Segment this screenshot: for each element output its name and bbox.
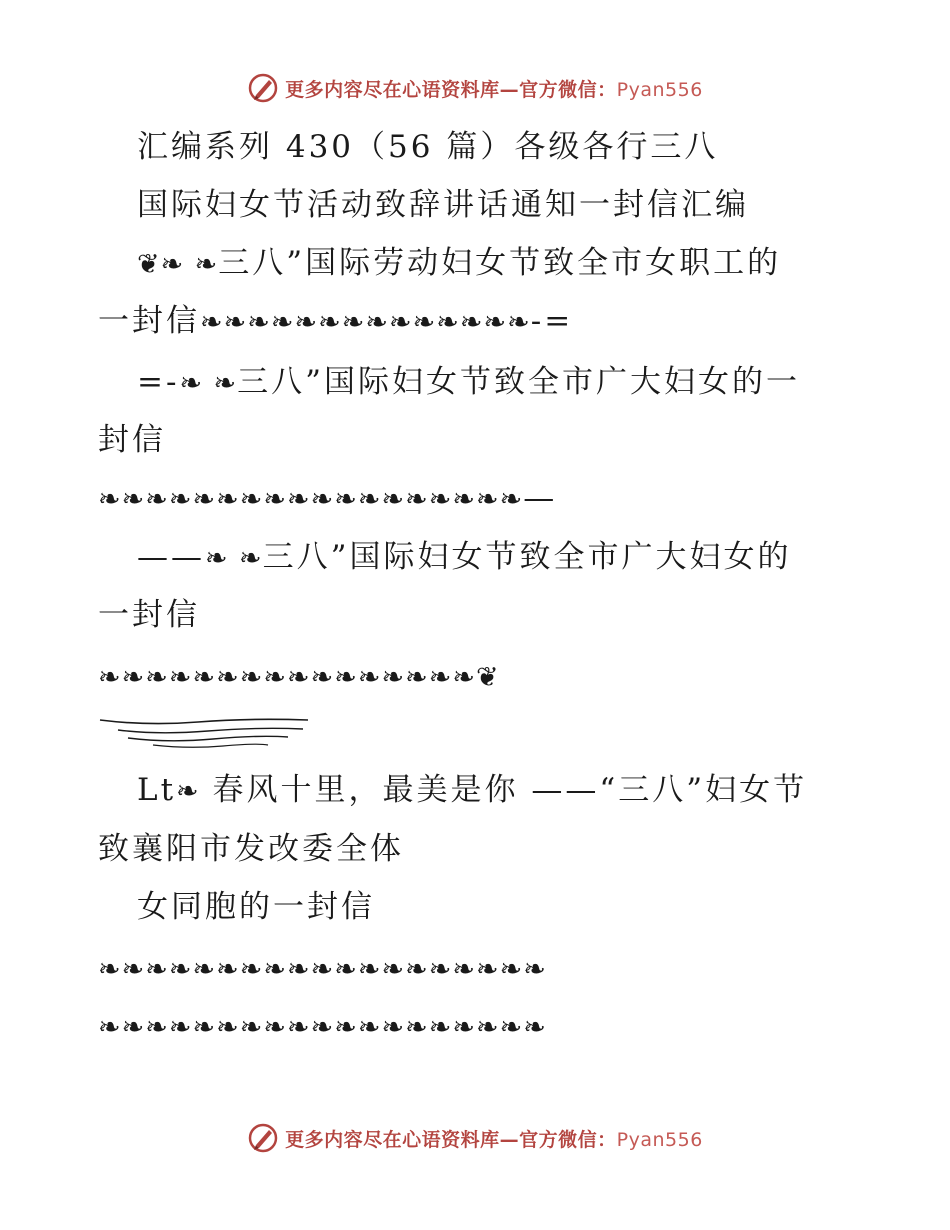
text-line-9: 一封信 xyxy=(98,597,200,633)
ornament-row-icon: ❧❧❧❧❧❧❧❧❧❧❧❧❧❧❧❧❧❧ xyxy=(98,484,524,515)
wave-divider-icon xyxy=(98,712,310,752)
ornament-row-icon: ❧❧❧❧❧❧❧❧❧❧❧❧❧❧❧❧❧❧❧ xyxy=(98,1012,547,1043)
ornament-icon: ❧ xyxy=(176,776,200,807)
text-line-1: 汇编系列 430（56 篇）各级各行三八 xyxy=(137,129,719,165)
watermark-text: 更多内容尽在心语资料库—官方微信：Pyan556 xyxy=(285,78,703,101)
watermark-banner-bottom xyxy=(0,1118,950,1158)
text-line-2: 国际妇女节活动致辞讲话通知一封信汇编 xyxy=(137,187,749,223)
text-line-12: 致襄阳市发改委全体 xyxy=(98,831,404,867)
text-line-6: 封信 xyxy=(98,422,166,458)
ornament-row-icon: ❧❧❧❧❧❧❧❧❧❧❧❧❧❧ xyxy=(200,307,531,338)
text-line-10 xyxy=(98,656,500,698)
text-line-5: =-❧ ❧三八”国际妇女节致全市广大妇女的一 xyxy=(137,364,800,400)
watermark-banner-top xyxy=(0,68,950,108)
ornament-icon: ❦❧ ❧ xyxy=(137,249,219,280)
text-line-14 xyxy=(98,948,547,990)
text-line-15 xyxy=(98,1006,547,1048)
ornament-icon: ❧ ❧ xyxy=(179,368,238,399)
watermark-text: 更多内容尽在心语资料库—官方微信：Pyan556 xyxy=(285,1128,703,1151)
ornament-icon: ❧ ❧ xyxy=(205,543,263,574)
text-line-3: ❦❧ ❧三八”国际劳动妇女节致全市女职工的 xyxy=(137,245,782,281)
pen-logo-icon xyxy=(247,1122,279,1154)
ornament-row-icon: ❧❧❧❧❧❧❧❧❧❧❧❧❧❧❧❧❦ xyxy=(98,662,500,693)
text-line-8: ——❧ ❧三八”国际妇女节致全市广大妇女的 xyxy=(137,539,792,575)
text-line-13: 女同胞的一封信 xyxy=(137,889,375,925)
text-line-7: ❧❧❧❧❧❧❧❧❧❧❧❧❧❧❧❧❧❧— xyxy=(98,480,558,516)
pen-logo-icon xyxy=(247,72,279,104)
ornament-row-icon: ❧❧❧❧❧❧❧❧❧❧❧❧❧❧❧❧❧❧❧ xyxy=(98,954,547,985)
text-line-4: 一封信❧❧❧❧❧❧❧❧❧❧❧❧❧❧-= xyxy=(98,303,574,339)
text-line-11: Lt❧ 春风十里，最美是你 ——“三八”妇女节 xyxy=(137,772,808,808)
